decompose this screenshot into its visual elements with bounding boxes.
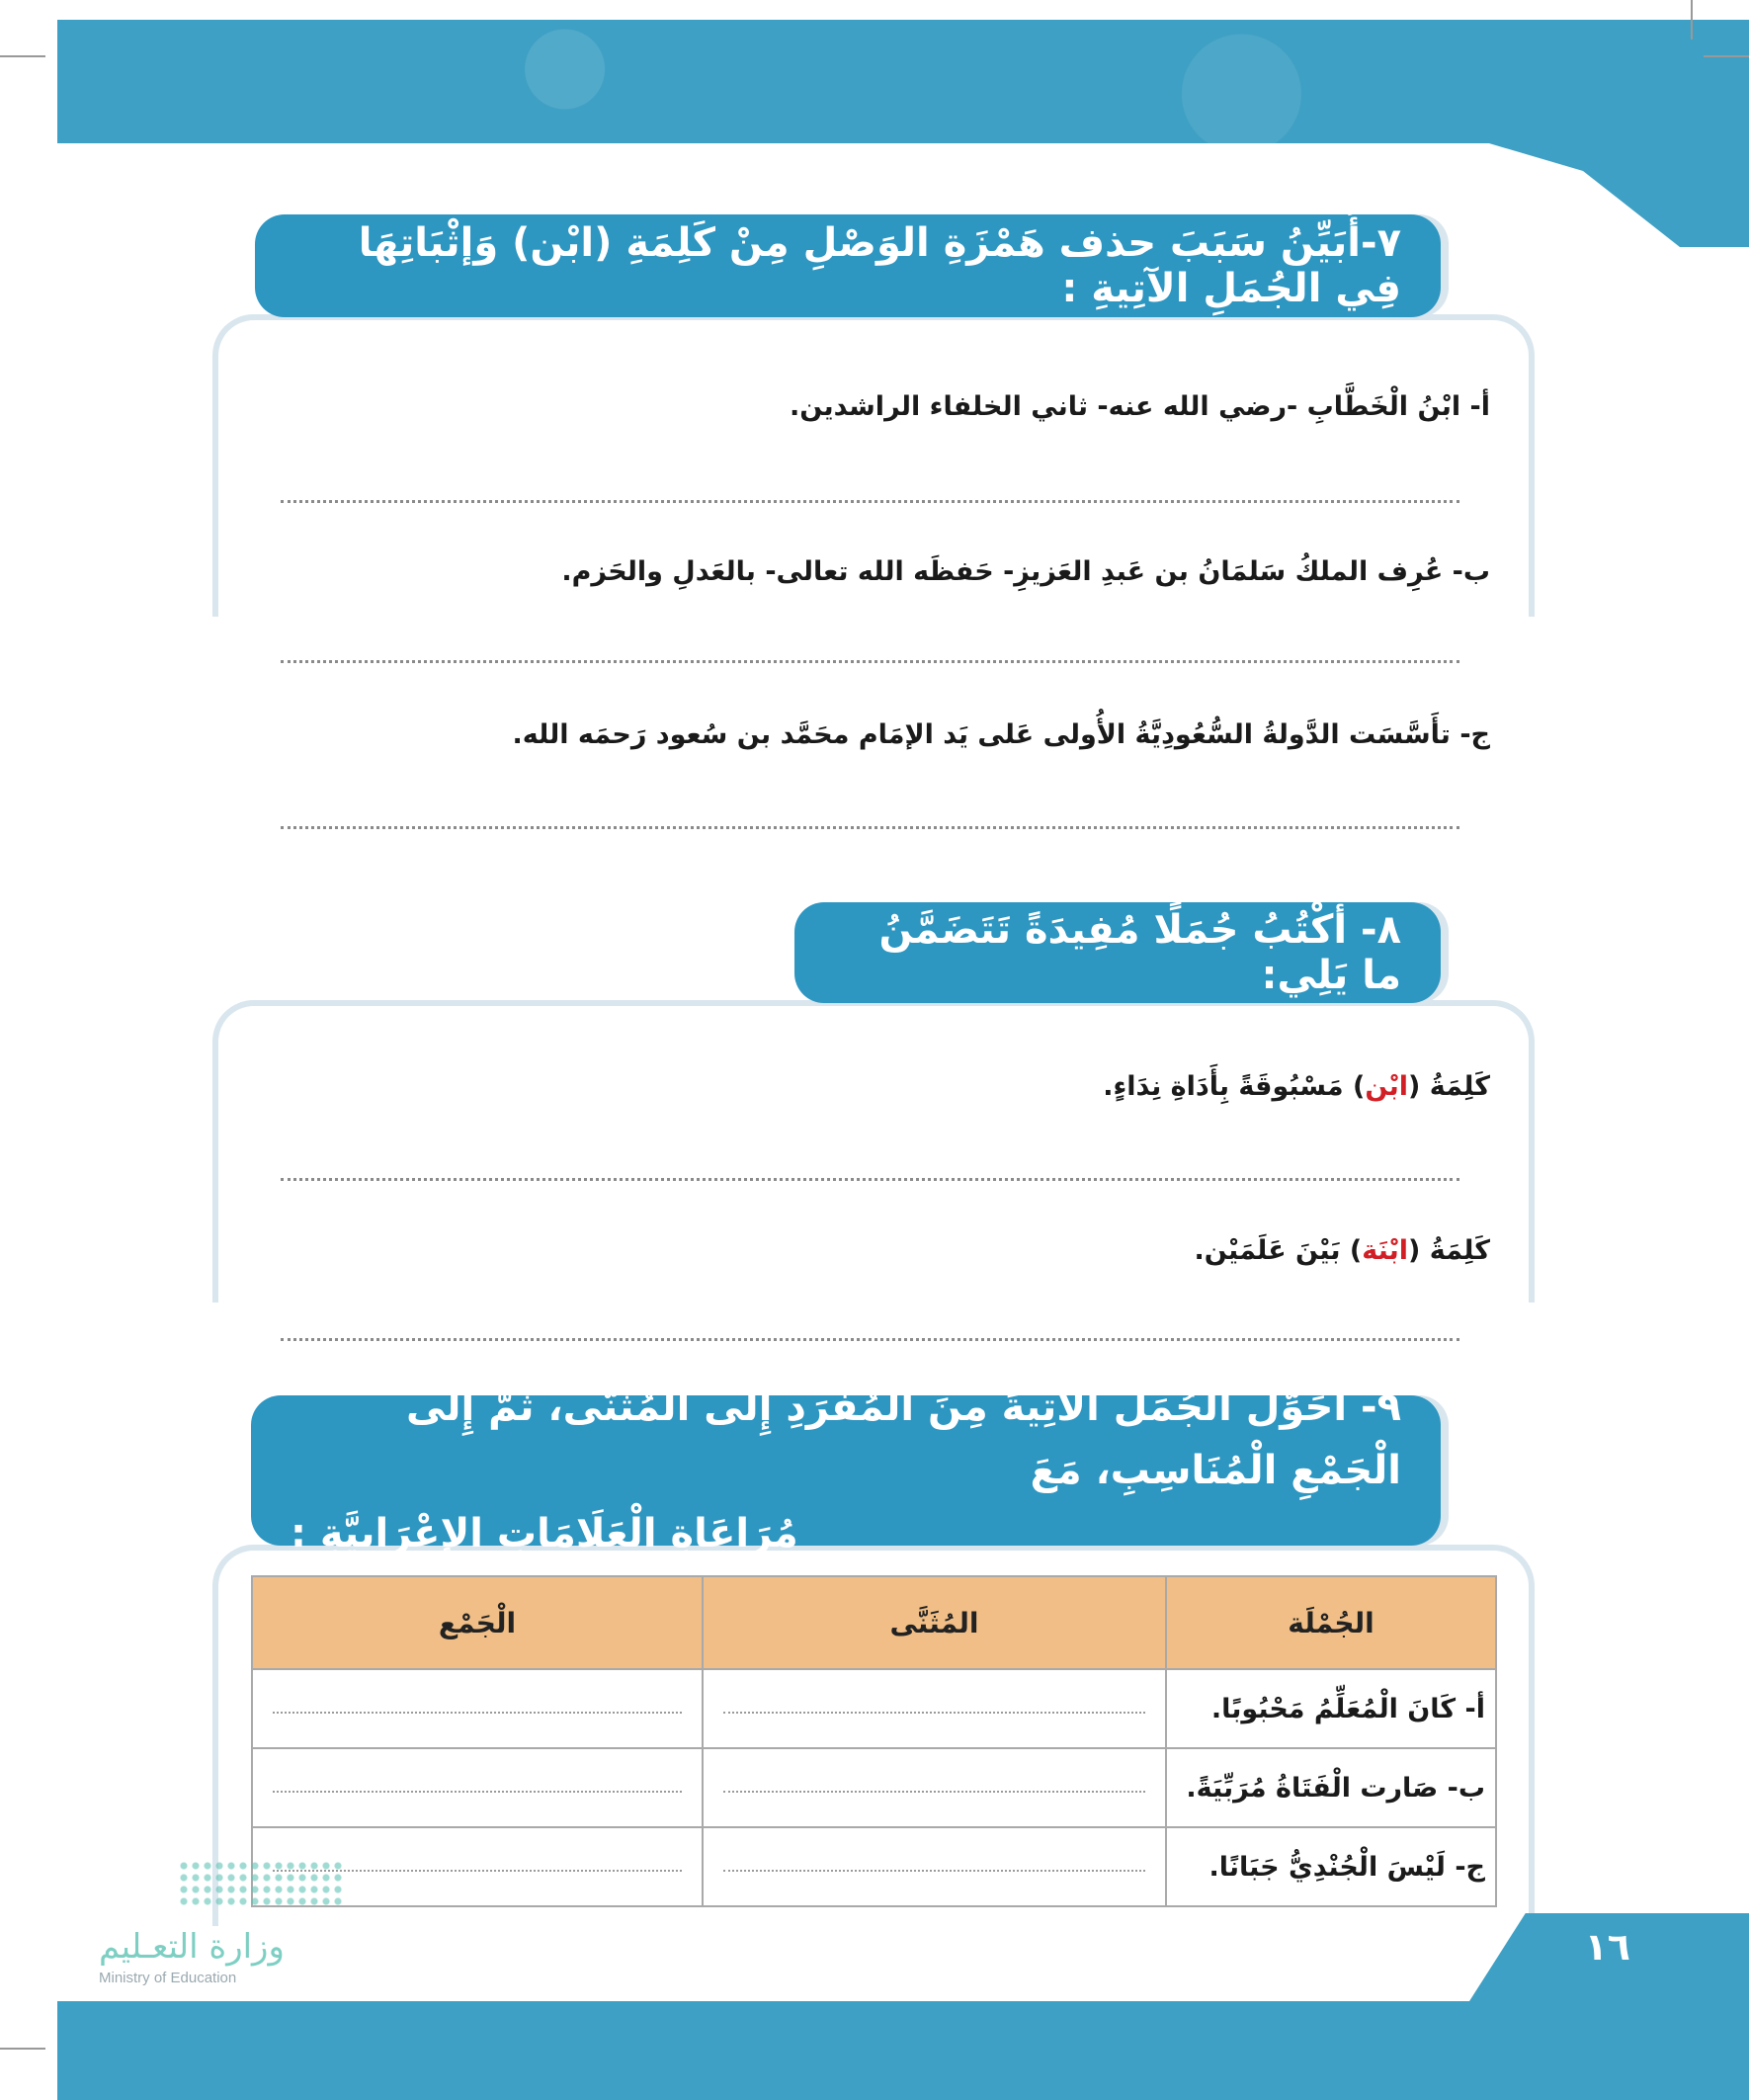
q8-answer-line-2[interactable] bbox=[281, 1338, 1459, 1341]
q7-answer-line-c[interactable] bbox=[281, 826, 1459, 829]
header-dual: المُثَنَّى bbox=[703, 1576, 1166, 1669]
row-sentence: ب- صَارت الْفَتَاةُ مُرَبِّيَةً. bbox=[1166, 1748, 1496, 1827]
crop-mark bbox=[1704, 55, 1749, 57]
q8-item-1-post: ) مَسْبُوقَةً بِأَدَاةِ نِدَاءٍ. bbox=[1103, 1071, 1366, 1102]
table-row bbox=[252, 1669, 1496, 1748]
conversion-table bbox=[251, 1575, 1497, 1907]
crop-mark bbox=[0, 55, 45, 57]
row-sentence: ج- لَيْسَ الْجُنْدِيُّ جَبَانًا. bbox=[1166, 1827, 1496, 1906]
q9-title-line-2: مُرَاعَاةِ الْعَلَامَاتِ الإِعْرَابِيَّةِ : bbox=[291, 1511, 798, 1556]
header-sentence: الجُمْلَة bbox=[1166, 1576, 1496, 1669]
q8-item-2 bbox=[1195, 1235, 1491, 1266]
page-number: ١٦ bbox=[1584, 1925, 1630, 1969]
plural-answer-field[interactable] bbox=[252, 1748, 703, 1827]
q7-item-a: أ- ابْنُ الْخَطَّابِ -رضي الله عنه- ثاني الخلفاء الراشدين. bbox=[789, 391, 1490, 422]
q7-item-b: ب- عُرِف الملكُ سَلمَانُ بن عَبدِ العَزيزِ- حَفظَه الله تعالى- بالعَدلِ والحَزم. bbox=[561, 556, 1490, 587]
plural-answer-field[interactable] bbox=[252, 1669, 703, 1748]
ministry-name-arabic: وزارة التعـليم bbox=[99, 1927, 285, 1967]
q9-title-line-1: ٩- أُحَوِّلُ الجُمَلَ الآتِيةَ مِنَ المُفْرَدِ إِلَى المُثَنَّى، ثُمَّ إِلَى الْجَمْعِ الْمُنَاسِبِ، مَعَ bbox=[405, 1385, 1401, 1493]
q8-item-2-word: ابْنَة bbox=[1362, 1235, 1409, 1266]
q8-item-1 bbox=[1103, 1071, 1490, 1102]
header-band-tail bbox=[1472, 138, 1749, 247]
q7-answer-line-b[interactable] bbox=[281, 660, 1459, 663]
table-row bbox=[252, 1827, 1496, 1906]
ministry-name-english: Ministry of Education bbox=[99, 1970, 237, 1986]
ministry-logo-icon bbox=[178, 1860, 346, 1909]
header-band bbox=[57, 20, 1749, 143]
row-sentence: أ- كَانَ الْمُعَلِّمُ مَحْبُوبًا. bbox=[1166, 1669, 1496, 1748]
dual-answer-field[interactable] bbox=[703, 1748, 1166, 1827]
q8-item-1-word: ابْن bbox=[1365, 1071, 1409, 1102]
q8-item-2-post: ) بَيْنَ عَلَمَيْن. bbox=[1194, 1235, 1363, 1266]
header-plural: الْجَمْع bbox=[252, 1576, 703, 1669]
q8-item-1-pre: كَلِمَةُ ( bbox=[1408, 1071, 1490, 1102]
crop-mark bbox=[0, 2048, 45, 2050]
q7-item-c: ج- تأَسَّسَت الدَّولةُ السُّعُودِيَّةُ الأُولى عَلى يَد الإمَام محَمَّد بن سُعود رَحمَه الله. bbox=[512, 719, 1490, 750]
q8-answer-line-1[interactable] bbox=[281, 1178, 1459, 1181]
dual-answer-field[interactable] bbox=[703, 1827, 1166, 1906]
q8-title: ٨- أكْتُبُ جُمَلًا مُفِيدَةً تَتَضَمَّنُ ما يَلِي: bbox=[794, 902, 1441, 1003]
q9-title bbox=[251, 1385, 1441, 1556]
table-row bbox=[252, 1748, 1496, 1827]
q7-title: ٧-أُبَيِّنُ سَبَبَ حذف هَمْزَةِ الوَصْلِ مِنْ كَلِمَةِ (ابْن) وَإثْبَاتِهَا فِي الجُمَلِ الآتِيةِ : bbox=[255, 214, 1441, 317]
crop-mark bbox=[1691, 0, 1693, 40]
dual-answer-field[interactable] bbox=[703, 1669, 1166, 1748]
q7-answer-line-a[interactable] bbox=[281, 500, 1459, 503]
q8-item-2-pre: كَلِمَةُ ( bbox=[1408, 1235, 1490, 1266]
footer-band bbox=[57, 2001, 1749, 2100]
